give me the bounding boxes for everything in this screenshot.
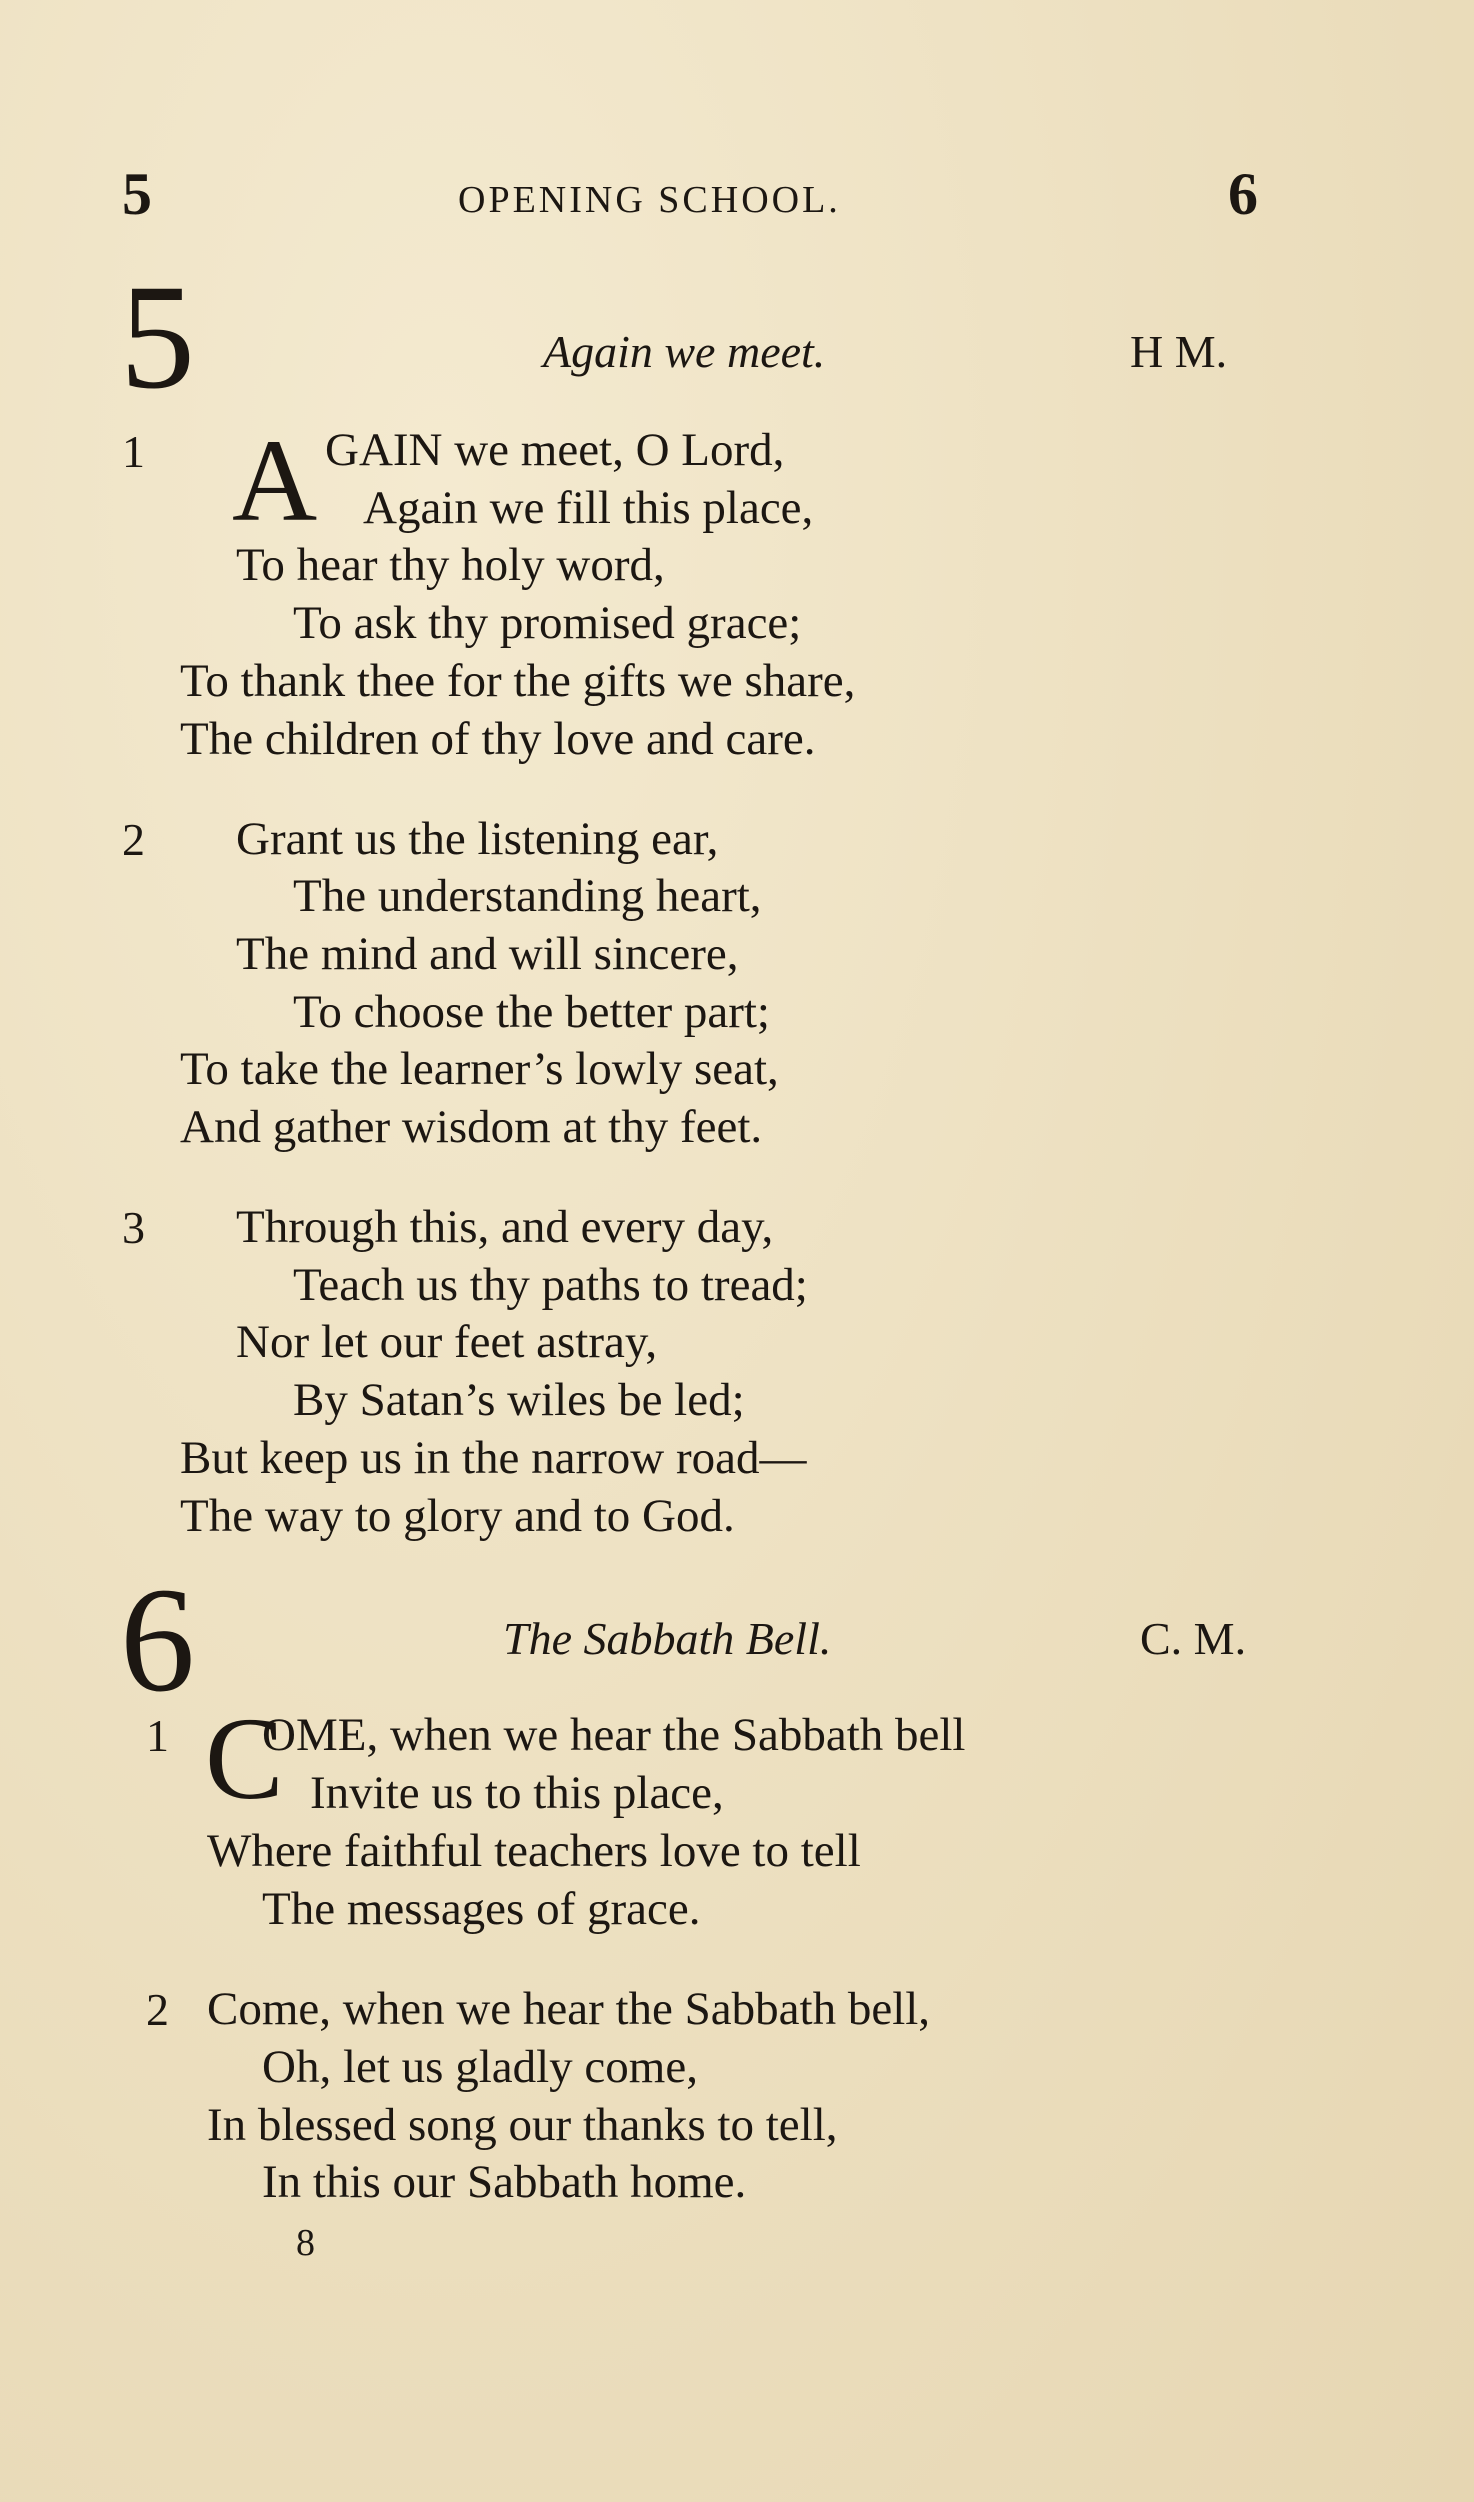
verse-line: Through this, and every day,: [236, 1201, 774, 1253]
verse-line: The understanding heart,: [293, 870, 762, 922]
header-left-number: 5: [122, 161, 152, 227]
verse-number: 3: [122, 1202, 145, 1253]
verse-line: Teach us thy paths to tread;: [293, 1259, 808, 1311]
hymn-meter: C. M.: [1140, 1613, 1247, 1664]
hymn-number: 5: [120, 254, 195, 420]
page-number: 8: [296, 2222, 315, 2264]
verse-line: To ask thy promised grace;: [293, 597, 802, 649]
verse-number: 2: [146, 1984, 169, 2035]
drop-cap: C: [205, 1693, 284, 1824]
verse-line: The children of thy love and care.: [180, 713, 816, 765]
running-header-title: OPENING SCHOOL.: [458, 179, 841, 221]
verse-line: By Satan’s wiles be led;: [293, 1374, 745, 1426]
verse-line: The messages of grace.: [262, 1883, 701, 1935]
hymn-number: 6: [120, 1557, 195, 1723]
verse-line: In this our Sabbath home.: [262, 2156, 747, 2208]
verse-line: Where faithful teachers love to tell: [207, 1825, 861, 1877]
hymn-title: Again we meet.: [543, 326, 826, 377]
verse-line: The mind and will sincere,: [236, 928, 739, 980]
verse-line: OME, when we hear the Sabbath bell: [262, 1709, 966, 1761]
verse-number: 1: [146, 1710, 169, 1761]
header-right-number: 6: [1228, 161, 1258, 227]
drop-cap: A: [232, 415, 318, 546]
verse-line: In blessed song our thanks to tell,: [207, 2099, 838, 2151]
verse-number: 2: [122, 814, 145, 865]
verse-line: To hear thy holy word,: [236, 539, 665, 591]
verse-line: But keep us in the narrow road—: [180, 1432, 807, 1484]
verse-line: To choose the better part;: [293, 986, 770, 1038]
verse-line: Again we fill this place,: [363, 482, 814, 534]
verse-line: GAIN we meet, O Lord,: [325, 424, 785, 476]
hymn-meter: H M.: [1130, 326, 1228, 377]
verse-number: 1: [122, 426, 145, 477]
verse-line: Come, when we hear the Sabbath bell,: [207, 1983, 931, 2035]
verse-line: And gather wisdom at thy feet.: [180, 1101, 763, 1153]
verse-line: To thank thee for the gifts we share,: [180, 655, 856, 707]
hymn-title: The Sabbath Bell.: [503, 1613, 832, 1664]
verse-line: The way to glory and to God.: [180, 1490, 735, 1542]
verse-line: Grant us the listening ear,: [236, 813, 719, 865]
verse-line: Oh, let us gladly come,: [262, 2041, 698, 2093]
verse-line: To take the learner’s lowly seat,: [180, 1043, 779, 1095]
verse-line: Invite us to this place,: [310, 1767, 724, 1819]
verse-line: Nor let our feet astray,: [236, 1316, 658, 1368]
